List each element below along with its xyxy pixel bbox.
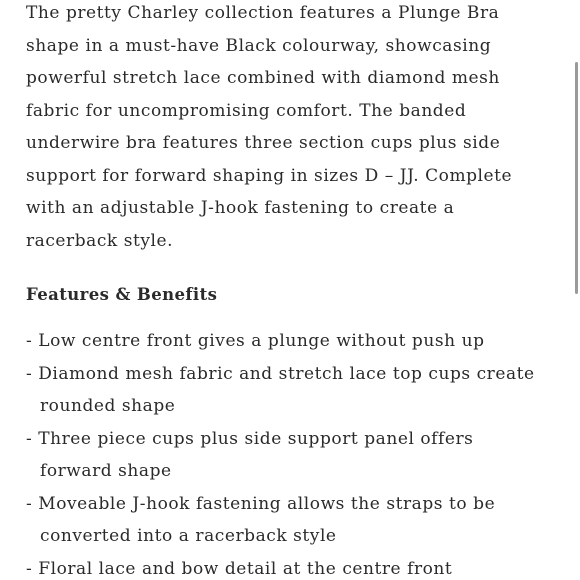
feature-item: - Diamond mesh fabric and stretch lace top cups create rounded shape <box>26 363 535 416</box>
features-list <box>26 325 566 580</box>
features-heading: Features & Benefits <box>26 285 218 304</box>
feature-item: - Three piece cups plus side support panel offers forward shape <box>26 428 474 481</box>
product-description: The pretty Charley collection features a Plunge Bra shape in a must-have Black colourway, showcasing powerful stretch lace combined with diamond mesh fabric for uncompromising comfort. The banded underwire bra features three section cups plus side support for forward shaping in sizes D – JJ. Complete with an adjustable J-hook fastening to create a racerback style. <box>26 3 513 251</box>
feature-item: - Floral lace and bow detail at the centre front <box>26 558 453 579</box>
feature-item: - Low centre front gives a plunge without push up <box>26 331 485 351</box>
scrollbar-thumb[interactable] <box>575 62 578 294</box>
feature-item: - Moveable J-hook fastening allows the straps to be converted into a racerback style <box>26 493 496 546</box>
product-details <box>26 0 566 580</box>
